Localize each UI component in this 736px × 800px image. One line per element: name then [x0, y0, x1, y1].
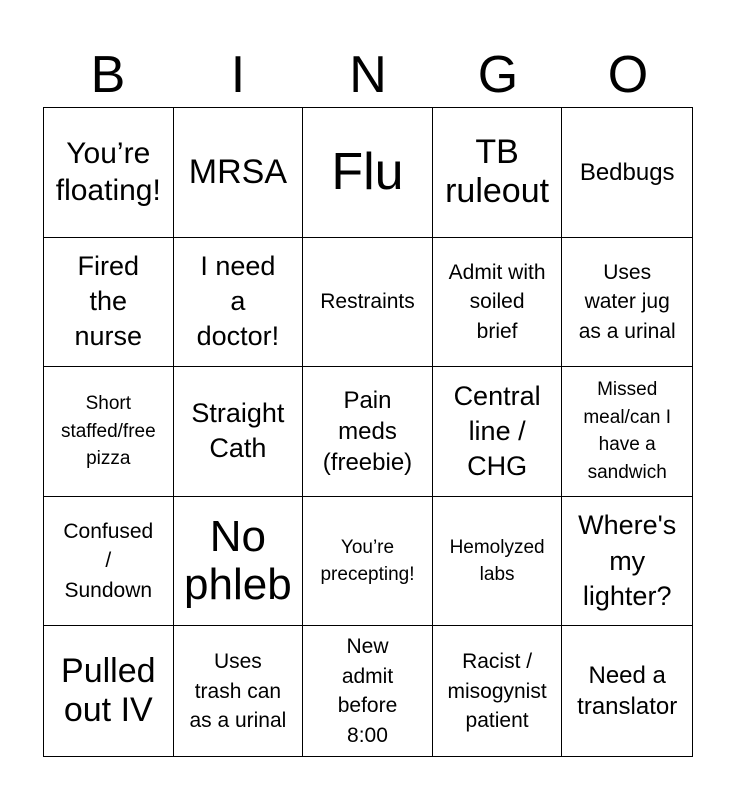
bingo-cell[interactable] [562, 238, 692, 368]
cell-text: Where's my lighter? [578, 510, 677, 611]
bingo-cell[interactable] [174, 367, 304, 497]
bingo-cell[interactable] [433, 497, 563, 627]
bingo-cell[interactable] [562, 108, 692, 238]
bingo-cell[interactable] [303, 108, 433, 238]
bingo-cell[interactable] [44, 497, 174, 627]
bingo-cell[interactable] [433, 108, 563, 238]
bingo-cell[interactable] [303, 367, 433, 497]
cell-text: TB ruleout [445, 133, 550, 211]
bingo-cell[interactable] [433, 367, 563, 497]
bingo-cell[interactable] [562, 367, 692, 497]
cell-text: Bedbugs [579, 158, 675, 186]
bingo-cell[interactable] [433, 238, 563, 368]
bingo-header [43, 42, 693, 108]
bingo-cell[interactable] [562, 497, 692, 627]
cell-text: Restraints [320, 290, 415, 314]
cell-text: Missed meal/can I have a sandwich [583, 379, 672, 484]
cell-text: Straight Cath [191, 398, 285, 464]
bingo-cell[interactable] [44, 626, 174, 756]
cell-text: You’re floating! [55, 136, 161, 208]
cell-text: Pulled out IV [61, 652, 156, 730]
bingo-cell[interactable] [433, 626, 563, 756]
bingo-board [43, 107, 693, 757]
cell-text: Racist / misogynist patient [447, 650, 547, 732]
header-letter-o: O [607, 46, 649, 104]
bingo-cell[interactable] [44, 108, 174, 238]
header-letter-n: N [349, 46, 387, 104]
cell-text: Confused / Sundown [63, 520, 154, 602]
cell-text: Uses trash can as a urinal [189, 650, 287, 732]
bingo-cell[interactable] [303, 626, 433, 756]
bingo-cell[interactable] [174, 497, 304, 627]
bingo-cell[interactable] [174, 626, 304, 756]
cell-text: Uses water jug as a urinal [578, 260, 676, 343]
cell-text: You’re precepting! [320, 536, 415, 586]
cell-text: Fired the nurse [74, 251, 143, 352]
bingo-cell[interactable] [174, 108, 304, 238]
cell-text: Pain meds (freebie) [322, 386, 413, 477]
cell-text: No phleb [184, 511, 292, 610]
header-letter-g: G [477, 46, 519, 104]
cell-text: Hemolyzed labs [449, 536, 545, 586]
bingo-cell[interactable] [44, 238, 174, 368]
header-letter-b: B [90, 46, 126, 104]
bingo-cell[interactable] [303, 497, 433, 627]
cell-text: New admit before 8:00 [337, 635, 398, 747]
bingo-cell[interactable] [44, 367, 174, 497]
cell-text: Central line / CHG [453, 380, 541, 482]
bingo-cell[interactable] [562, 626, 692, 756]
cell-text: Admit with soiled brief [448, 260, 546, 343]
bingo-cell[interactable] [303, 238, 433, 368]
cell-text: I need a doctor! [196, 251, 280, 352]
bingo-cell[interactable] [174, 238, 304, 368]
cell-text: Short staffed/free pizza [60, 393, 156, 470]
cell-text: Flu [331, 142, 404, 201]
cell-text: MRSA [188, 152, 287, 191]
header-letter-i: I [230, 46, 246, 104]
cell-text: Need a translator [577, 662, 678, 721]
